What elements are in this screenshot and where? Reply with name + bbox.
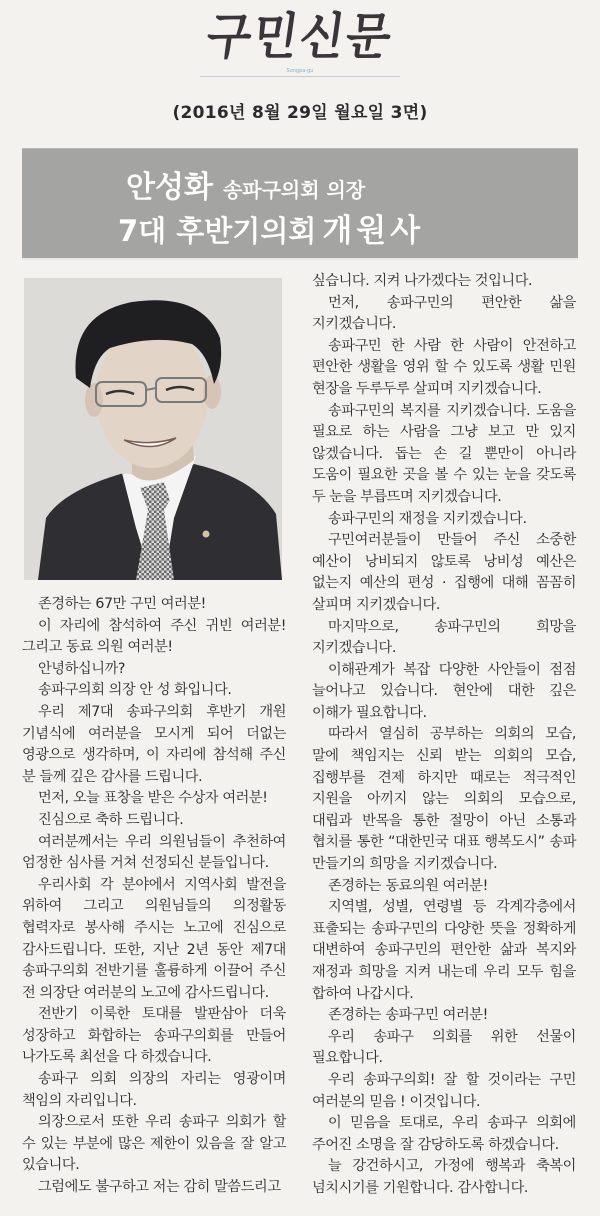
paragraph: 우리 송파구의회! 잘 할 것이라는 구민 여러분의 믿음 ! 이것입니다.	[312, 1071, 576, 1110]
paragraph: 존경하는 동료의원 여러분!	[328, 877, 488, 894]
paragraph: 이 자리에 참석하여 주신 귀빈 여러분! 그리고 동료 의원 여러분!	[22, 617, 286, 656]
masthead-subtitle: Songpa-gu	[286, 68, 314, 74]
paragraph: 송파구민의 복지를 지키겠습니다. 도움을 필요로 하는 사람을 그냥 보고 만 있지 않겠습니다. 돕는 손 길 뿐만이 아니라 도움이 필요한 곳을 볼 수 있는 눈을 갖도록 두 눈을 부릅뜨며 지키겠습니다.	[312, 402, 576, 505]
speaker-name: 안성화	[126, 170, 213, 205]
paragraph: 송파구민 한 사람 한 사람이 안전하고 편안한 생활을 영위 할 수 있도록 생활 민원 현장을 두루두루 살피며 지키겠습니다.	[312, 337, 576, 397]
paragraph-continued: 싶습니다. 지켜 나가겠다는 것입니다.	[312, 273, 533, 289]
paragraph: 이해관계가 복잡 다양한 사안들이 점점 늘어나고 있습니다. 현안에 대한 깊은 이해가 필요합니다.	[312, 661, 576, 721]
paragraph: 전반기 이룩한 토대를 발판삼아 더욱 성장하고 화합하는 송파구의회를 만들어 나가도록 최선을 다 하겠습니다.	[22, 1006, 286, 1066]
article-column-left	[22, 594, 286, 1199]
paragraph: 따라서 열심히 공부하는 의회의 모습, 말에 책임지는 신뢰 받는 의회의 모습, 집행부를 견제 하지만 때로는 적극적인 지원을 아끼지 않는 의회의 모습으로, 대립과 반목을 통한 절망이 아닌 소통과 협치를 통한 “대한민국 대표 행복도시” 송파 만들기의 희망을 지키겠습니다.	[312, 726, 576, 873]
masthead	[0, 8, 600, 77]
paragraph: 송파구 의회 의장의 자리는 영광이며 책임의 자리입니다.	[22, 1071, 286, 1109]
speaker-role: 송파구의회 의장	[222, 178, 366, 202]
paragraph: 송파구의회 의장 안 성 화입니다.	[38, 682, 232, 699]
paragraph: 마지막으로, 송파구민의 희망을 지키겠습니다.	[312, 618, 576, 657]
paragraph: 먼저, 오늘 표창을 받은 수상자 여러분!	[38, 790, 268, 807]
dateline: (2016년 8월 29일 월요일 3면)	[172, 103, 428, 123]
paragraph: 의장으로서 또한 우리 송파구 의회가 할 수 있는 부분에 많은 제한이 있음을 잘 알고 있습니다.	[22, 1114, 286, 1174]
headline-emphasis: 개원사	[322, 213, 425, 249]
paragraph: 존경하는 67만 구민 여러분!	[38, 596, 206, 612]
headline-line2	[118, 205, 424, 250]
headline-prefix: 7대 후반기의회	[118, 214, 317, 248]
paragraph: 구민여러분들이 만들어 주신 소중한 예산이 낭비되지 않토록 낭비성 예산은 없는지 예산의 편성 · 집행에 대해 꼼꼼히 살피며 지키겠습니다.	[312, 532, 576, 613]
paragraph: 먼저, 송파구민의 편안한 삶을 지키겠습니다.	[312, 294, 576, 333]
paragraph: 그럼에도 불구하고 저는 감히 말씀드리고	[38, 1179, 281, 1196]
paragraph: 여러분께서는 우리 의원님들이 추천하여 엄정한 심사를 거쳐 선정되신 분들입니다.	[22, 833, 286, 872]
paragraph: 우리 제7대 송파구의회 후반기 개원 기념식에 여러분을 모시게 되어 더없는 영광으로 생각하며, 이 자리에 참석해 주신 분 들께 깊은 감사를 드립니다.	[22, 703, 286, 785]
headline-box	[22, 148, 578, 260]
portrait-photo	[24, 278, 282, 580]
portrait-image-icon	[24, 278, 282, 580]
paragraph: 존경하는 송파구민 여러분!	[328, 1007, 488, 1024]
paragraph: 이 믿음을 토대로, 우리 송파구 의회에 주어진 소명을 잘 감당하도록 하겠습니다.	[312, 1115, 576, 1153]
paragraph: 안녕하십니까?	[38, 660, 125, 677]
newspaper-logo: 구민신문	[203, 6, 397, 66]
paragraph: 우리 송파구 의회를 위한 선물이 필요합니다.	[312, 1028, 576, 1067]
masthead-rule	[200, 76, 400, 77]
paragraph: 늘 강건하시고, 가정에 행복과 축복이 넘치시기를 기원합니다. 감사합니다.	[312, 1158, 576, 1196]
paragraph: 지역별, 성별, 연령별 등 각계각층에서 표출되는 송파구민의 다양한 뜻을 정확하게 대변하여 송파구민의 편안한 삶과 복지와 재정과 희망을 지켜 내는데 우리 모두 힘을 합하여 나갑시다.	[312, 899, 576, 1002]
paragraph: 우리사회 각 분야에서 지역사회 발전을 위하여 그리고 의원님들의 의정활동 협력자로 봉사해 주시는 노고에 진심으로 감사드립니다. 또한, 지난 2년 동안 제7대 송파구의회 전반기를 훌륭하게 이끌어 주신 전 의장단 여러분의 노고에 감사드립니다.	[22, 876, 286, 1001]
article-column-right	[312, 271, 576, 1200]
paragraph: 진심으로 축하 드립니다.	[38, 811, 184, 828]
headline-line1	[126, 162, 365, 206]
paragraph: 송파구민의 재정을 지키겠습니다.	[328, 510, 527, 527]
